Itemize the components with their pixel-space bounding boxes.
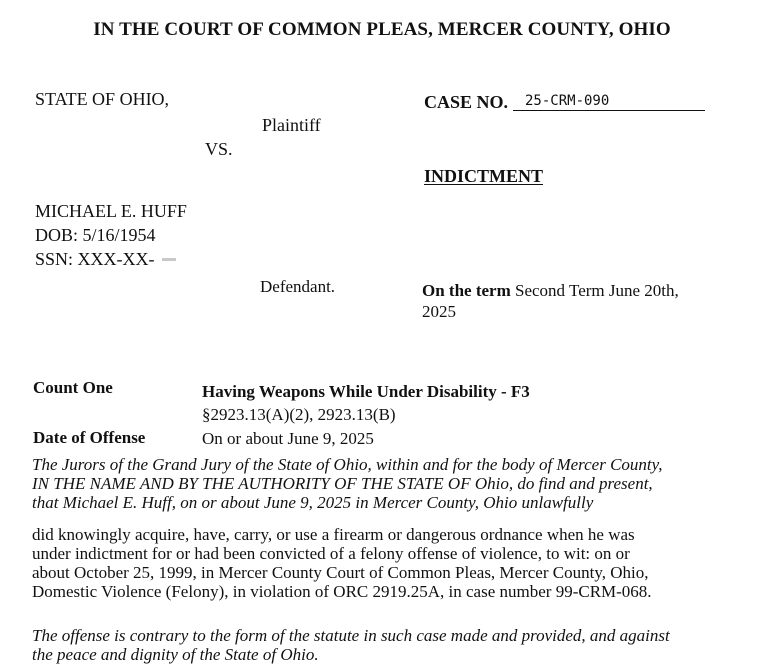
- grand-jury-paragraph: [32, 455, 744, 512]
- grand-jury-line: IN THE NAME AND BY THE AUTHORITY OF THE STATE OF Ohio, do find and present,: [32, 474, 653, 493]
- ssn-redaction-mark: [162, 258, 176, 261]
- closing-line: The offense is contrary to the form of the statute in such case made and provided, and against: [32, 626, 670, 645]
- date-of-offense-value: On or about June 9, 2025: [202, 429, 374, 448]
- term-year: 2025: [422, 302, 456, 321]
- closing-line: the peace and dignity of the State of Ohio.: [32, 645, 319, 664]
- plaintiff-name: STATE OF OHIO,: [35, 89, 170, 109]
- charge-line: did knowingly acquire, have, carry, or use a firearm or dangerous ordnance when he was: [32, 525, 635, 544]
- term-block: [422, 280, 722, 322]
- versus-label: VS.: [205, 139, 233, 159]
- charge-paragraph: [32, 525, 744, 601]
- defendant-dob: DOB: 5/16/1954: [35, 225, 156, 245]
- charge-line: Domestic Violence (Felony), in violation of ORC 2919.25A, in case number 99-CRM-068.: [32, 582, 652, 601]
- count-label: Count One: [33, 378, 113, 397]
- defendant-name: MICHAEL E. HUFF: [35, 201, 187, 221]
- case-number-value: 25-CRM-090: [513, 93, 705, 111]
- defendant-ssn: SSN: XXX-XX-: [35, 249, 155, 269]
- offense-title: Having Weapons While Under Disability - F3: [202, 382, 530, 401]
- grand-jury-line: The Jurors of the Grand Jury of the State of Ohio, within and for the body of Mercer County,: [32, 455, 663, 474]
- term-label: On the term: [422, 281, 511, 300]
- case-number-label: CASE NO.: [424, 92, 509, 112]
- date-of-offense-label: Date of Offense: [33, 428, 146, 447]
- term-value: Second Term June 20th,: [515, 281, 679, 300]
- offense-statute: §2923.13(A)(2), 2923.13(B): [202, 405, 396, 424]
- document-title: INDICTMENT: [424, 166, 544, 186]
- charge-line: about October 25, 1999, in Mercer County Court of Common Pleas, Mercer County, Ohio,: [32, 563, 649, 582]
- defendant-label: Defendant.: [260, 277, 336, 296]
- closing-paragraph: [32, 626, 744, 664]
- grand-jury-line: that Michael E. Huff, on or about June 9, 2025 in Mercer County, Ohio unlawfully: [32, 493, 594, 512]
- court-title: IN THE COURT OF COMMON PLEAS, MERCER COUNTY, OHIO: [93, 19, 671, 40]
- plaintiff-label: Plaintiff: [262, 115, 321, 135]
- charge-line: under indictment for or had been convicted of a felony offense of violence, to wit: on or: [32, 544, 630, 563]
